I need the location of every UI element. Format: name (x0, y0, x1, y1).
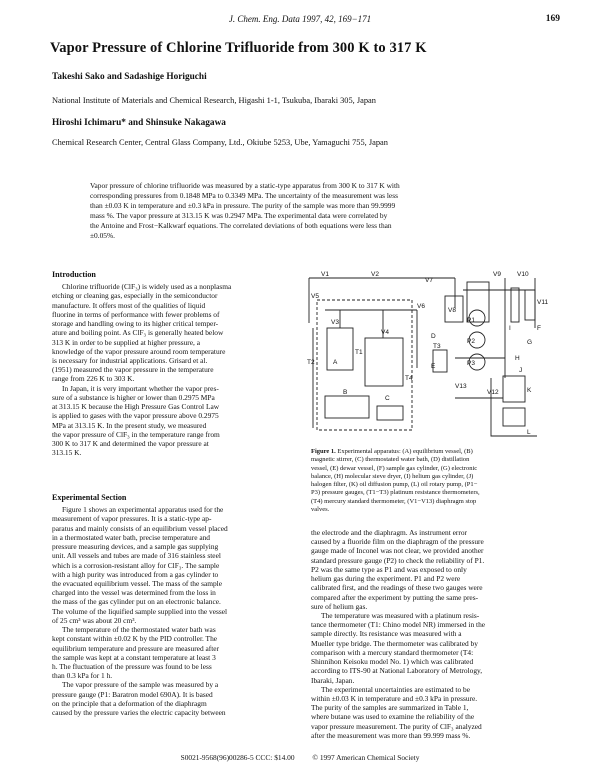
abstract-line: mass %. The vapor pressure at 313.15 K was 0.2947 MPa. The experimental data were correlated by (90, 210, 388, 220)
text-line: within ±0.03 K in temperature and ±0.3 kPa in pressure. (311, 693, 478, 703)
affiliation-1: National Institute of Materials and Chemical Research, Higashi 1-1, Tsukuba, Ibaraki 305, Japan (52, 96, 376, 105)
text-line: comparison with a mercury standard thermometer (T4: (311, 647, 474, 657)
text-line: the sample was kept at a constant temperature at least 3 (52, 652, 216, 662)
footer-copyright: © 1997 American Chemical Society (312, 753, 420, 762)
abstract-line: ±0.05%. (90, 230, 115, 240)
text-line: unit. All vessels and tubes are made of 316 stainless steel (52, 551, 221, 561)
label-k: K (527, 387, 532, 394)
label-j: J (519, 367, 523, 374)
caption-line: Experimental apparatus: (A) equilibrium vessel, (B) (337, 448, 473, 455)
exp-paragraph-3 (52, 680, 314, 717)
intro-paragraph-2 (52, 384, 314, 458)
journal-citation: J. Chem. Eng. Data 1997, 42, 169−171 (228, 14, 372, 24)
label-t2: T2 (307, 359, 315, 366)
right-paragraph-3 (311, 685, 551, 740)
vessel-box-shape (365, 338, 403, 386)
author-names-1: Takeshi Sako and Sadashige Horiguchi (52, 72, 207, 82)
experimental-heading: Experimental Section (52, 493, 127, 502)
label-p2: P2 (467, 338, 475, 345)
label-b: B (343, 389, 348, 396)
text-line: In Japan, it is very important whether the vapor pres- (62, 383, 219, 393)
text-line: Ibaraki, Japan. (311, 675, 355, 685)
caption-line: valves. (311, 506, 330, 514)
text-line: in a thermostated water bath, precise temperature and (52, 532, 211, 542)
label-v2: V2 (371, 271, 379, 278)
label-v1: V1 (321, 271, 329, 278)
text-line: tance thermometer (T1: Chino model NR) immersed in the (311, 620, 486, 630)
label-d: D (431, 333, 436, 340)
label-v11: V11 (537, 299, 549, 306)
text-line: paratus and mainly consists of an equilibrium vessel placed (52, 523, 228, 533)
equilibrium-vessel-shape (327, 328, 353, 370)
right-column (311, 528, 551, 740)
text-line: caused by a fluoride film on the diaphragm of the pressure (311, 537, 484, 547)
label-t4: T4 (405, 375, 413, 382)
text-line: The experimental uncertainties are estimated to be (321, 684, 470, 694)
introduction-heading: Introduction (52, 270, 96, 279)
label-v10: V10 (517, 271, 529, 278)
apparatus-figure (305, 268, 551, 446)
text-line: pressure measuring devices, and a sample gas supplying (52, 542, 219, 552)
text-line: than 0.3 kPa for 1 h. (52, 671, 113, 681)
figure-caption-label: Figure 1. (311, 448, 336, 455)
text-line: sample directly. Its resistance was measured with a (311, 629, 462, 639)
text-line: vapor pressure measurement. The purity of ClF₃ analyzed (311, 721, 482, 731)
text-line: The purity of the samples are summarized in Table 1, (311, 703, 469, 713)
intro-paragraph-1 (52, 282, 314, 383)
text-line: knowledge of the vapor pressure around room temperature (52, 346, 226, 356)
text-line: manufacture. It offers most of the qualities of liquid (52, 300, 206, 310)
exp-paragraph-2 (52, 625, 314, 680)
text-line: of 25 cm³ was about 20 cm³. (52, 615, 137, 625)
text-line: sure of helium gas. (311, 601, 368, 611)
text-line: storage and handling owing to its higher critical temper- (52, 319, 219, 329)
text-line: helium gas during the experiment. P1 and P2 were (311, 574, 461, 584)
label-g: G (527, 339, 533, 346)
text-line: Mueller type bridge. The thermometer was calibrated by (311, 638, 478, 648)
label-p3: P3 (467, 360, 475, 367)
text-line: Figure 1 shows an experimental apparatus used for the (62, 505, 224, 515)
text-line: Chlorine trifluoride (ClF₃) is widely used as a nonplasma (62, 282, 232, 292)
text-line: is necessary for industrial applications. Grisard et al. (52, 355, 208, 365)
text-line: where butane was used to examine the reliability of the (311, 712, 475, 722)
text-line: pressure gauge (P1: Baratron model 690A). It is based (52, 689, 213, 699)
label-v3: V3 (331, 319, 339, 326)
text-line: is applied to gases with the vapor pressure above 0.2975 (52, 411, 219, 421)
text-line: charged into the vessel was determined from the loss in (52, 588, 216, 598)
left-column (52, 270, 314, 457)
text-line: 313 K in order to be supplied at higher pressure, a (52, 337, 200, 347)
caption-line: vessel, (E) dewar vessel, (F) sample gas cylinder, (G) electronic (311, 464, 478, 472)
label-v7: V7 (425, 277, 433, 284)
text-line: standard pressure gauge (P2) to check the reliability of P1. (311, 555, 485, 565)
text-line: MPa at 313.15 K. In the present study, we measured (52, 420, 207, 430)
text-line: (1951) measured the vapor pressure in the temperature (52, 365, 214, 375)
text-line: equilibrium temperature and pressure are measured after (52, 643, 220, 653)
abstract-line: Vapor pressure of chlorine trifluoride was measured by a static-type apparatus from 300 K to 317 K with (90, 181, 400, 190)
page-footer (0, 753, 600, 762)
text-line: kept constant within ±0.02 K by the PID controller. The (52, 634, 218, 644)
manifold-line (309, 278, 455, 323)
cylinder-f (525, 290, 535, 320)
text-line: sure of a substance is higher or lower than 0.2975 MPa (52, 392, 215, 402)
text-line: calibrated first, and the readings of these two gauges were (311, 583, 483, 593)
text-line: fluorine in terms of performance with fewer problems of (52, 309, 220, 319)
text-line: which is a corrosion-resistant alloy for ClF₃. The sample (52, 560, 220, 570)
label-v4: V4 (381, 329, 389, 336)
text-line: according to ITS-90 at National Laboratory of Metrology, (311, 666, 483, 676)
text-line: h. The fluctuation of the pressure was found to be less (52, 661, 212, 671)
running-head (0, 14, 600, 28)
label-v8: V8 (448, 307, 456, 314)
label-t3: T3 (433, 343, 441, 350)
text-line: the mass of the gas cylinder put on an electronic balance. (52, 597, 221, 607)
text-line: with a high purity was introduced from a gas cylinder to (52, 569, 219, 579)
base-box-left (325, 396, 369, 418)
label-l: L (527, 429, 531, 436)
text-line: the electrode and the diaphragm. As instrument error (311, 528, 467, 537)
paper-title: Vapor Pressure of Chlorine Trifluoride from 300 K to 317 K (50, 40, 427, 56)
text-line: at 313.15 K because the High Pressure Gas Control Law (52, 402, 220, 412)
caption-line: magnetic stirrer, (C) thermostated water bath, (D) distillation (311, 456, 470, 464)
base-box-right (377, 406, 403, 420)
text-line: P2 was the same type as P1 and was exposed to only (311, 564, 467, 574)
author-names-2: Hiroshi Ichimaru* and Shinsuke Nakagawa (52, 118, 226, 128)
label-a: A (333, 359, 338, 366)
label-p1: P1 (467, 317, 475, 324)
text-line: 300 K to 317 K and determined the vapor pressure at (52, 438, 209, 448)
text-line: 313.15 K. (52, 448, 82, 458)
cylinder-i (511, 288, 519, 322)
box-p1 (467, 282, 489, 322)
footer-code: S0021-9568(96)00286-5 CCC: $14.00 (180, 753, 295, 762)
right-paragraph-1 (311, 528, 551, 611)
figure-caption (311, 448, 551, 514)
label-v6: V6 (417, 303, 425, 310)
label-f: F (537, 325, 541, 332)
affiliation-2: Chemical Research Center, Central Glass Company, Ltd., Okiube 5253, Ube, Yamaguchi 755, Japan (52, 138, 388, 147)
label-v12: V12 (487, 389, 499, 396)
right-paragraph-2 (311, 611, 551, 685)
text-line: ature and boiling point. As ClF₃ is generally heated below (52, 328, 224, 338)
exp-paragraph-1 (52, 505, 314, 625)
label-v9: V9 (493, 271, 501, 278)
label-v13: V13 (455, 383, 467, 390)
caption-line: halogen filter, (K) oil diffusion pump, (L) oil rotary pump, (P1− (311, 481, 478, 489)
text-line: on the principle that a deformation of the diaphragm (52, 698, 207, 708)
text-line: The vapor pressure of the sample was measured by a (62, 680, 219, 690)
text-line: after the measurement was more than 99.999 mass %. (311, 730, 471, 740)
caption-line: balance, (H) molecular sieve dryer, (I) helium gas cylinder, (J) (311, 472, 474, 480)
label-t1: T1 (355, 349, 363, 356)
text-line: range from 226 K to 303 K. (52, 374, 135, 384)
label-e: E (431, 363, 436, 370)
text-line: etching or cleaning gas, especially in the semiconductor (52, 291, 218, 301)
label-h: H (515, 355, 520, 362)
page-number: 169 (545, 14, 560, 24)
abstract (90, 181, 522, 240)
text-line: measurement of vapor pressures. It is a static-type ap- (52, 514, 212, 524)
text-line: Shinnihon Keisoku model No. 1) which was calibrated (311, 657, 474, 667)
text-line: gauge made of Inconel was not clear, we provided another (311, 546, 484, 556)
text-line: The volume of the liquified sample supplied into the vessel (52, 606, 228, 616)
box-l (503, 408, 525, 426)
text-line: compared after the experiment by putting the same pres- (311, 592, 479, 602)
abstract-line: the Antoine and Frost−Kalkwarf equations. The correlated deviations of both equations were less than (90, 220, 392, 230)
label-i: I (509, 325, 511, 332)
text-line: caused by the pressure varies the electric capacity between (52, 708, 226, 718)
box-k (503, 376, 525, 402)
left-column-experimental (52, 493, 314, 717)
text-line: the vapor pressure of ClF₃ in the temperature range from (52, 429, 220, 439)
text-line: the evacuated equilibrium vessel. The mass of the sample (52, 578, 223, 588)
label-c: C (385, 395, 390, 402)
label-v5: V5 (311, 293, 319, 300)
text-line: The temperature was measured with a platinum resis- (321, 610, 480, 620)
caption-line: P3) pressure gauges, (T1−T3) platinum resistance thermometers, (311, 489, 480, 497)
text-line: The temperature of the thermostated water bath was (62, 625, 216, 635)
caption-line: (T4) mercury standard thermometer, (V1−V13) diaphragm stop (311, 497, 477, 505)
abstract-line: than ±0.03 K in temperature and ±0.3 kPa in pressure. The purity of the sample was more than 99.9999 (90, 200, 396, 210)
abstract-line: corresponding pressures from 0.1848 MPa to 0.3349 MPa. The uncertainty of the measurement was less (90, 190, 398, 200)
